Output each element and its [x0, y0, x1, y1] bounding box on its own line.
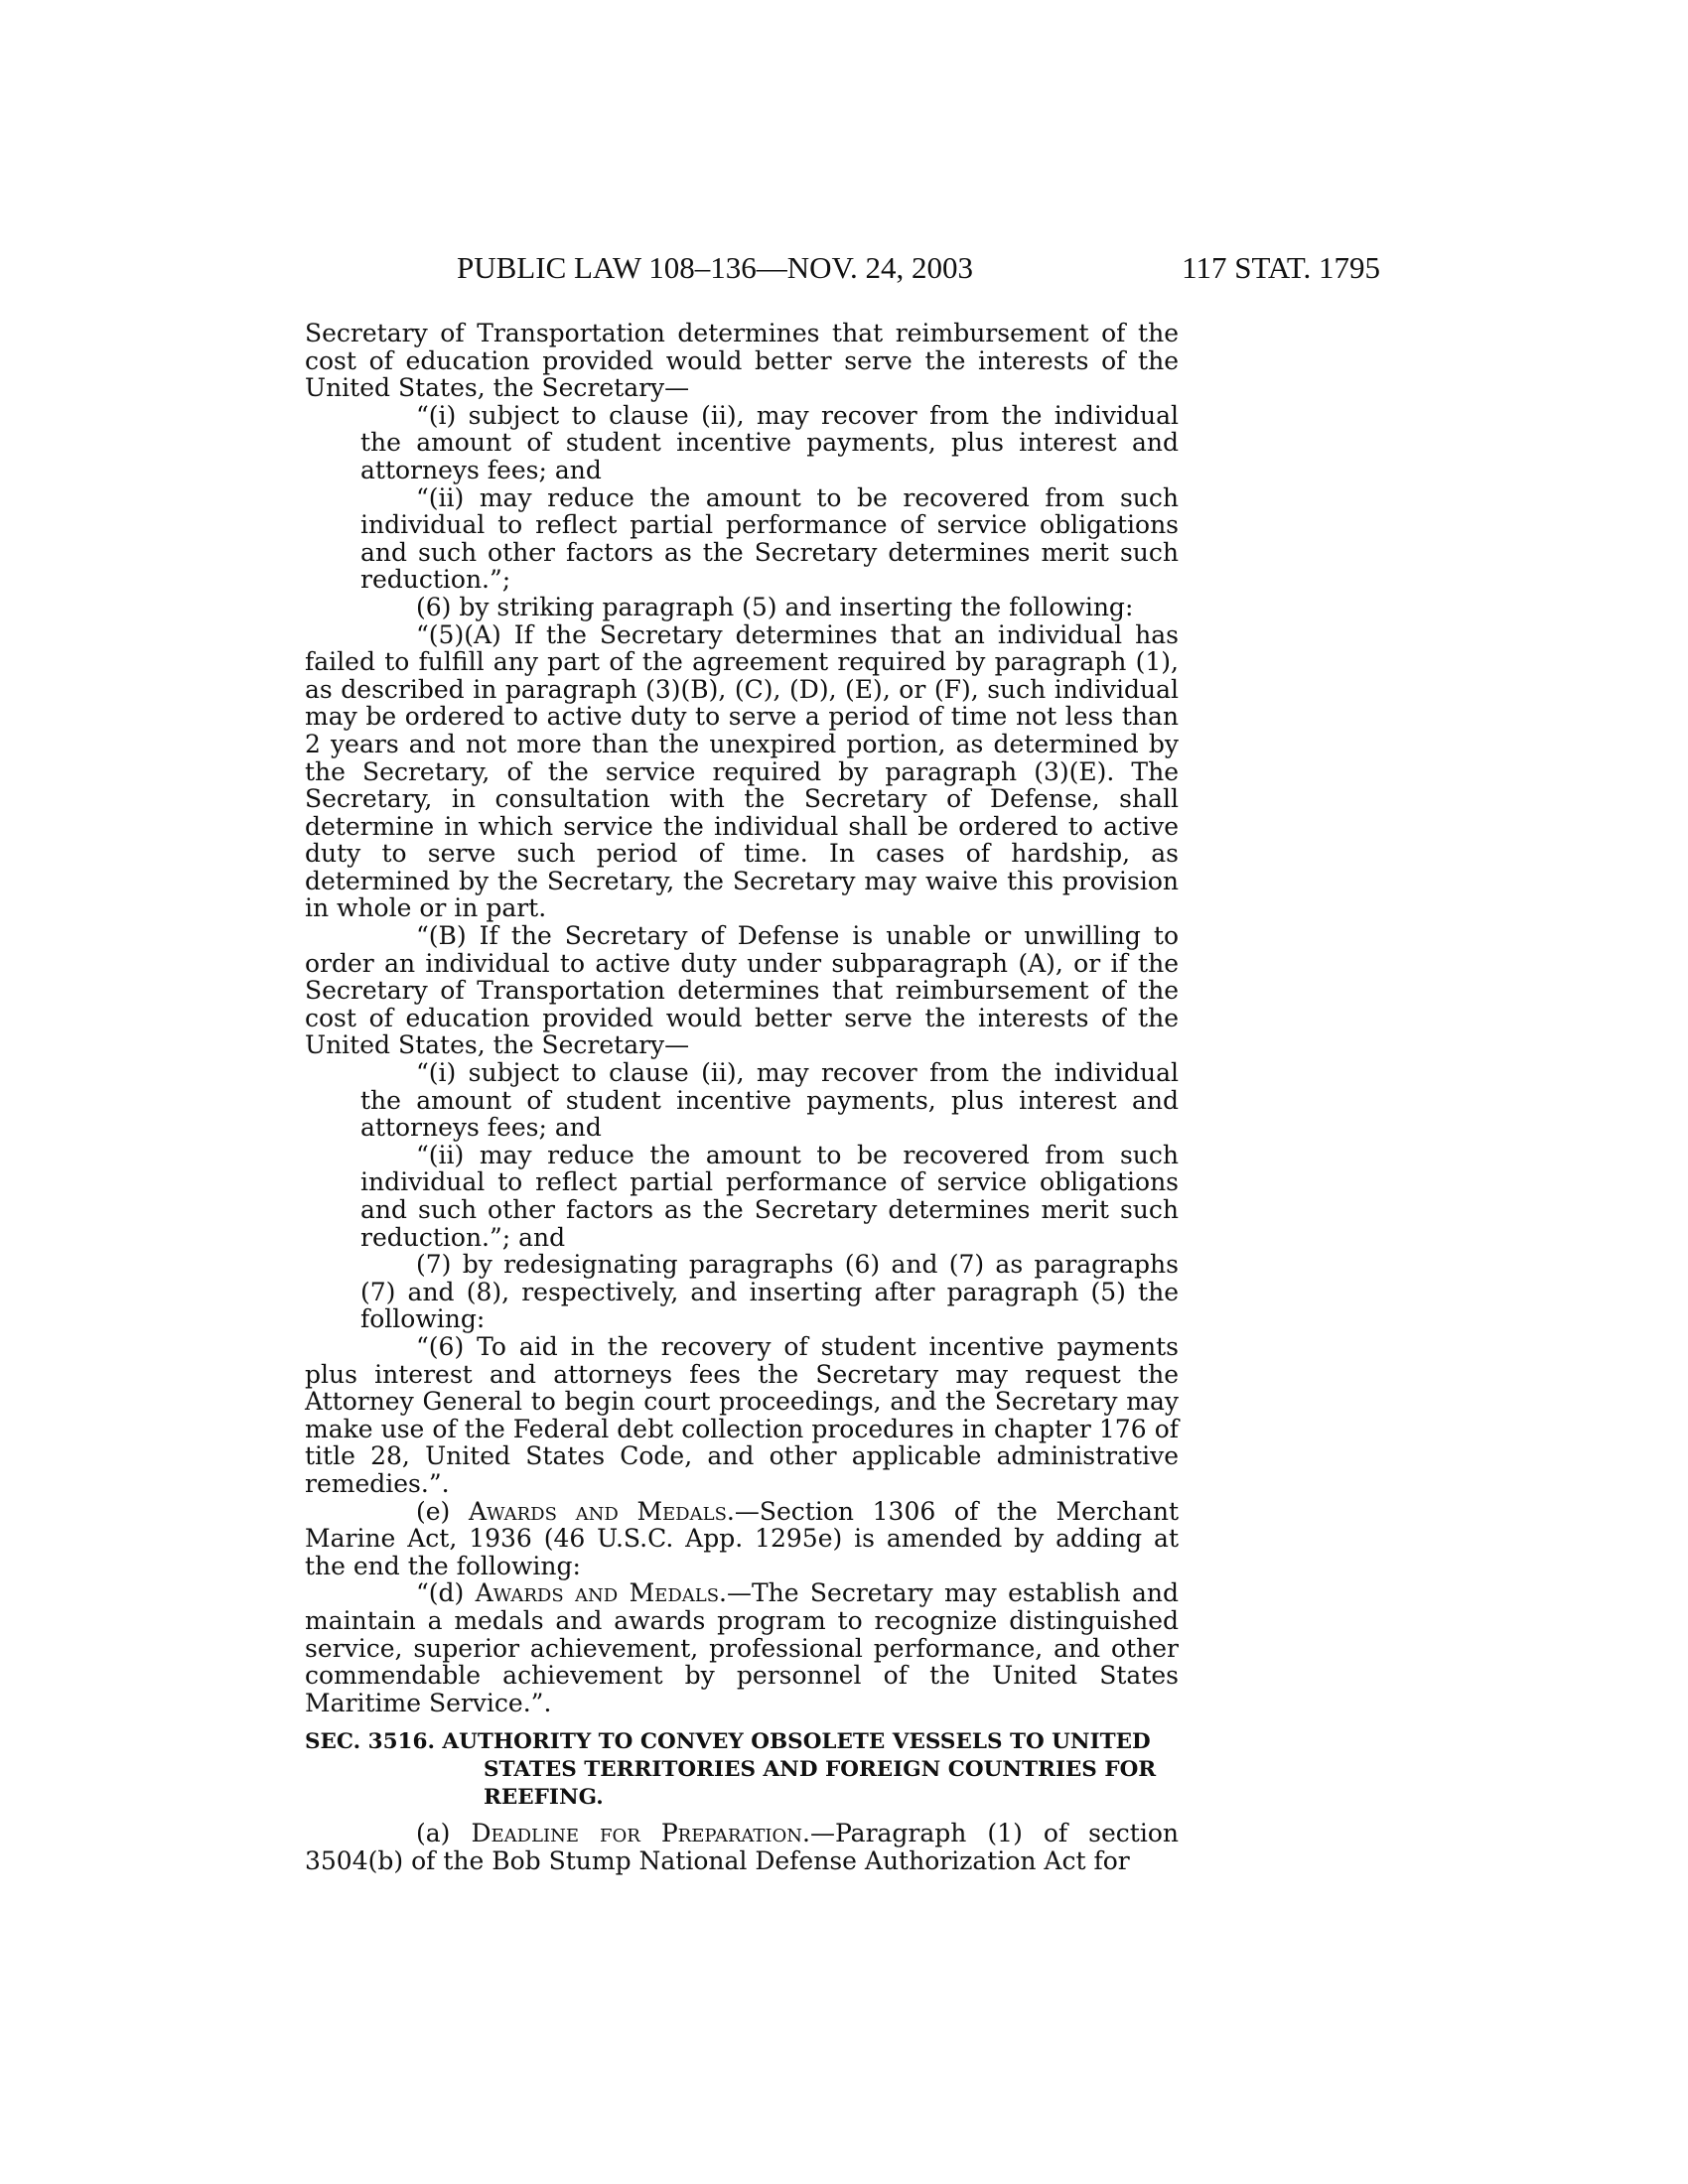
clause-i: “(i) subject to clause (ii), may recover from the individual the amount of student incentive payments, plus interest and attorneys fees; and: [360, 400, 1179, 484]
paragraph-continuation: Secretary of Transportation determines that reimbursement of the cost of education provided would better serve the interests of the United States, the Secretary—: [305, 319, 1179, 403]
subsection-d-heading: Awards and Medals.: [475, 1578, 727, 1608]
paragraph-6: “(6) To aid in the recovery of student incentive payments plus interest and attorneys fees the Secretary may request the Attorney General to begin court proceedings, and the Secretary may make use of the Federal debt collection procedures in chapter 176 of title 28, United States Code, and other applicable administrative remedies.”.: [305, 1331, 1179, 1498]
subsection-a-heading: Deadline for Preparation.: [471, 1819, 810, 1848]
subsection-e-heading: Awards and Medals.: [468, 1496, 735, 1526]
amendment-7: (7) by redesignating paragraphs (6) and (7) as paragraphs (7) and (8), respectively, and inserting after paragraph (5) the following:: [360, 1250, 1179, 1334]
subsection-a-label: (a): [416, 1819, 472, 1848]
subsection-a: [305, 1820, 1179, 1874]
statute-citation: 117 STAT. 1795: [1182, 250, 1380, 285]
clause-ii-second: “(ii) may reduce the amount to be recovered from such individual to reflect partial performance of service obligations and such other factors as the Secretary determines merit such reduction.”; and: [360, 1140, 1179, 1252]
subsection-a-text: —Paragraph (1) of section 3504(b) of the Bob Stump National Defense Authorization Act for: [305, 1819, 1179, 1875]
subparagraph-b: “(B) If the Secretary of Defense is unable or unwilling to order an individual to active duty under subparagraph (A), or if the Secretary of Transportation determines that reimbursement of the cost of education provided would better serve the interests of the United States, the Secretary—: [305, 921, 1179, 1060]
section-heading: SEC. 3516. AUTHORITY TO CONVEY OBSOLETE VESSELS TO UNITED STATES TERRITORIES AND FOREIGN COUNTRIES FOR REEFING.: [305, 1729, 1157, 1811]
subsection-d-text: —The Secretary may establish and maintain a medals and awards program to recognize distinguished service, superior achievement, professional performance, and other commendable achievement by personnel of the United States Maritime Service.”.: [305, 1578, 1179, 1717]
subsection-e-label: (e): [416, 1496, 469, 1526]
clause-ii: “(ii) may reduce the amount to be recovered from such individual to reflect partial performance of service obligations and such other factors as the Secretary determines merit such reduction.”;: [360, 482, 1179, 595]
running-title: PUBLIC LAW 108–136—NOV. 24, 2003: [457, 250, 973, 285]
subsection-e-text: —Section 1306 of the Merchant Marine Act, 1936 (46 U.S.C. App. 1295e) is amended by adding at the end the following:: [305, 1496, 1179, 1580]
subsection-e: [305, 1498, 1179, 1580]
page-header: [457, 250, 1380, 290]
subsection-d: [305, 1579, 1179, 1716]
paragraph-5a: “(5)(A) If the Secretary determines that an individual has failed to fulfill any part of the agreement required by paragraph (1), as described in paragraph (3)(B), (C), (D), (E), or (F), such individual may be ordered to active duty to serve a period of time not less than 2 years and not more than the unexpired portion, as determined by the Secretary, of the service required by paragraph (3)(E). The Secretary, in consultation with the Secretary of Defense, shall determine in which service the individual shall be ordered to active duty to serve such period of time. In cases of hardship, as determined by the Secretary, the Secretary may waive this provision in whole or in part.: [305, 619, 1179, 923]
amendment-6: (6) by striking paragraph (5) and inserting the following:: [416, 592, 1134, 621]
body-text: [305, 320, 1179, 1874]
clause-i-second: “(i) subject to clause (ii), may recover from the individual the amount of student incentive payments, plus interest and attorneys fees; and: [360, 1058, 1179, 1143]
subsection-d-label: “(d): [416, 1578, 476, 1608]
